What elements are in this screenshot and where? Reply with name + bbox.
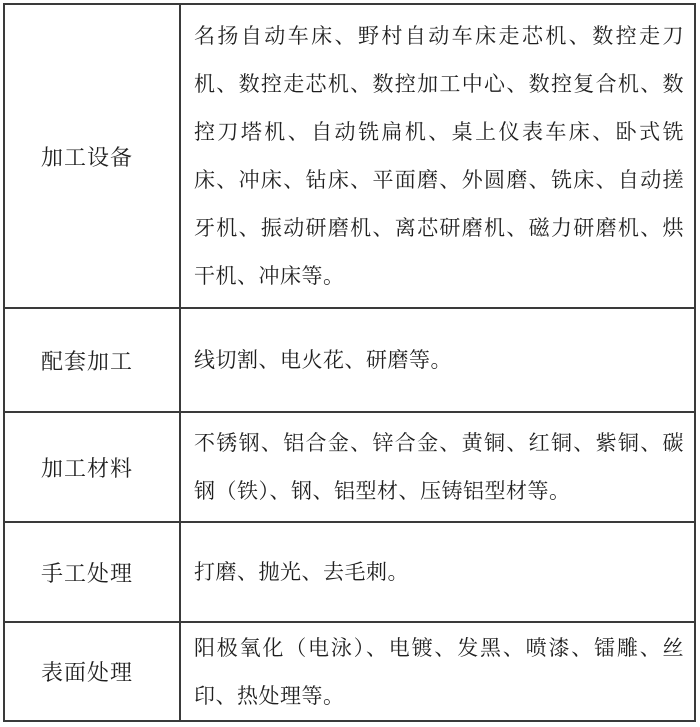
row-content-text: 名扬自动车床、野村自动车床走芯机、数控走刀机、数控走芯机、数控加工中心、数控复合机、数控刀塔机、自动铣扁机、桌上仪表车床、卧式铣床、冲床、钻床、平面磨、外圆磨、铣床、自动搓牙机、振动研磨机、离芯研磨机、磁力研磨机、烘干机、冲床等。 bbox=[194, 24, 684, 288]
row-content-text: 不锈钢、铝合金、锌合金、黄铜、红铜、紫铜、碳钢（铁）、钢、铝型材、压铸铝型材等。 bbox=[194, 431, 684, 503]
row-content-cell bbox=[181, 413, 694, 521]
table-row bbox=[5, 307, 694, 411]
table-row bbox=[5, 521, 694, 621]
row-label-surface-treatment bbox=[5, 623, 181, 720]
row-label-processing-materials bbox=[5, 413, 181, 521]
row-label-text: 加工设备 bbox=[40, 144, 133, 170]
table-row bbox=[5, 5, 694, 307]
row-content-cell bbox=[181, 523, 694, 621]
capability-table bbox=[3, 3, 696, 722]
row-content-cell bbox=[181, 309, 694, 411]
row-content-text: 线切割、电火花、研磨等。 bbox=[194, 348, 452, 372]
table-row bbox=[5, 621, 694, 720]
table-row bbox=[5, 411, 694, 521]
row-label-text: 加工材料 bbox=[40, 455, 133, 481]
row-content-text: 阳极氧化（电泳）、电镀、发黑、喷漆、镭雕、丝印、热处理等。 bbox=[194, 635, 684, 708]
row-content-text: 打磨、抛光、去毛刺。 bbox=[194, 560, 409, 584]
row-label-text: 手工处理 bbox=[40, 560, 133, 586]
row-label-text: 配套加工 bbox=[40, 348, 133, 374]
row-label-supporting-processing bbox=[5, 309, 181, 411]
row-content-cell bbox=[181, 5, 694, 307]
row-label-processing-equipment bbox=[5, 5, 181, 307]
row-content-cell bbox=[181, 623, 694, 720]
row-label-text: 表面处理 bbox=[40, 660, 133, 685]
row-label-manual-finishing bbox=[5, 523, 181, 621]
